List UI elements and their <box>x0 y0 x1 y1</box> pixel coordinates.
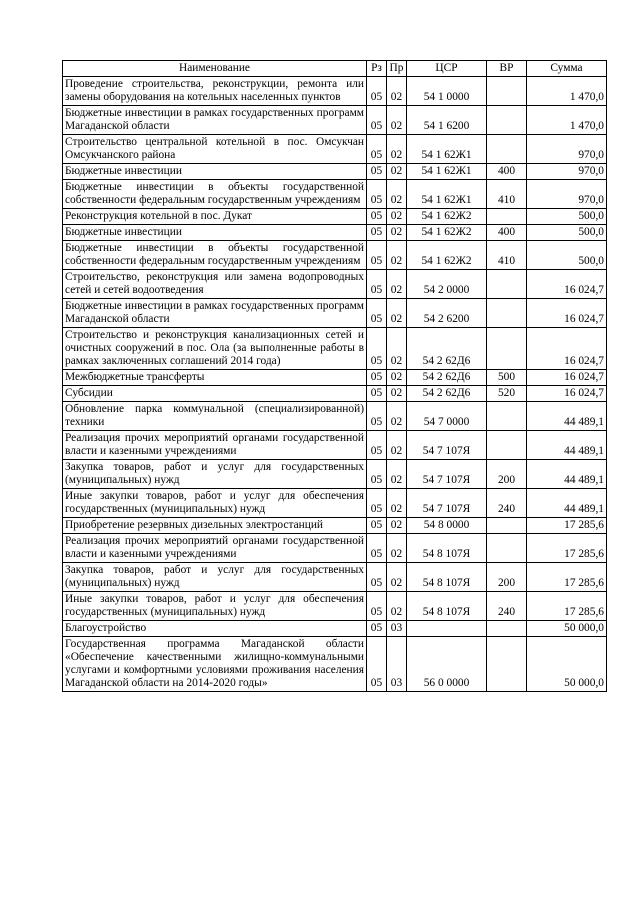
row-rz: 05 <box>367 386 387 402</box>
row-name: Проведение строительства, реконструкции, ремонта или замены оборудования на котельных населенных пунктов <box>63 77 367 106</box>
row-csr: 54 1 62Ж2 <box>407 241 487 270</box>
row-name: Бюджетные инвестиции <box>63 164 367 180</box>
row-name: Реконструкция котельной в пос. Дукат <box>63 209 367 225</box>
row-csr: 54 1 62Ж2 <box>407 225 487 241</box>
table-row <box>63 135 607 164</box>
row-rz: 05 <box>367 592 387 621</box>
row-pr: 02 <box>387 180 407 209</box>
row-name: Реализация прочих мероприятий органами государственной власти и казенными учреждениями <box>63 431 367 460</box>
row-name: Строительство, реконструкция или замена водопроводных сетей и сетей водоотведения <box>63 270 367 299</box>
row-rz: 05 <box>367 637 387 692</box>
row-pr: 02 <box>387 386 407 402</box>
row-csr: 54 2 62Д6 <box>407 328 487 370</box>
row-pr: 02 <box>387 106 407 135</box>
table-row <box>63 563 607 592</box>
row-name: Приобретение резервных дизельных электростанций <box>63 518 367 534</box>
row-sum: 500,0 <box>527 225 607 241</box>
row-rz: 05 <box>367 460 387 489</box>
row-pr: 03 <box>387 637 407 692</box>
row-name: Реализация прочих мероприятий органами государственной власти и казенными учреждениями <box>63 534 367 563</box>
row-pr: 02 <box>387 489 407 518</box>
row-vr <box>487 135 527 164</box>
table-row <box>63 370 607 386</box>
row-pr: 02 <box>387 592 407 621</box>
row-pr: 02 <box>387 77 407 106</box>
table-row <box>63 164 607 180</box>
table-row <box>63 489 607 518</box>
row-name: Закупка товаров, работ и услуг для государственных (муниципальных) нужд <box>63 563 367 592</box>
row-csr: 54 1 62Ж1 <box>407 135 487 164</box>
row-csr: 54 8 0000 <box>407 518 487 534</box>
row-pr: 02 <box>387 431 407 460</box>
table-row <box>63 225 607 241</box>
row-rz: 05 <box>367 106 387 135</box>
row-csr: 54 2 62Д6 <box>407 386 487 402</box>
header-rz: Рз <box>367 61 387 77</box>
row-csr: 54 1 62Ж2 <box>407 209 487 225</box>
row-pr: 02 <box>387 209 407 225</box>
row-vr <box>487 328 527 370</box>
row-vr: 400 <box>487 225 527 241</box>
row-vr <box>487 534 527 563</box>
row-pr: 02 <box>387 460 407 489</box>
table-header-row <box>63 61 607 77</box>
row-sum: 970,0 <box>527 164 607 180</box>
row-name: Иные закупки товаров, работ и услуг для обеспечения государственных (муниципальных) нужд <box>63 489 367 518</box>
row-sum: 16 024,7 <box>527 370 607 386</box>
row-pr: 02 <box>387 299 407 328</box>
row-sum: 970,0 <box>527 135 607 164</box>
row-vr: 520 <box>487 386 527 402</box>
header-csr: ЦСР <box>407 61 487 77</box>
table-row <box>63 241 607 270</box>
row-vr <box>487 77 527 106</box>
row-pr: 02 <box>387 328 407 370</box>
row-pr: 02 <box>387 164 407 180</box>
row-pr: 02 <box>387 370 407 386</box>
table-row <box>63 518 607 534</box>
row-csr: 54 2 62Д6 <box>407 370 487 386</box>
row-rz: 05 <box>367 164 387 180</box>
row-vr: 240 <box>487 592 527 621</box>
table-row <box>63 328 607 370</box>
row-pr: 02 <box>387 563 407 592</box>
table-row <box>63 209 607 225</box>
row-csr: 54 7 107Я <box>407 460 487 489</box>
row-vr: 500 <box>487 370 527 386</box>
row-name: Строительство и реконструкция канализационных сетей и очистных сооружений в пос. Ола (за выполненные работы в рамках заключенных соглашений 2014 года) <box>63 328 367 370</box>
row-sum: 16 024,7 <box>527 386 607 402</box>
header-sum: Сумма <box>527 61 607 77</box>
row-name: Бюджетные инвестиции <box>63 225 367 241</box>
row-rz: 05 <box>367 270 387 299</box>
row-vr <box>487 621 527 637</box>
row-sum: 17 285,6 <box>527 592 607 621</box>
table-row <box>63 431 607 460</box>
row-csr: 54 2 0000 <box>407 270 487 299</box>
row-rz: 05 <box>367 563 387 592</box>
table-row <box>63 637 607 692</box>
row-vr: 200 <box>487 563 527 592</box>
row-vr <box>487 518 527 534</box>
row-name: Строительство центральной котельной в пос. Омсукчан Омсукчанского района <box>63 135 367 164</box>
row-rz: 05 <box>367 534 387 563</box>
row-pr: 02 <box>387 518 407 534</box>
row-pr: 02 <box>387 402 407 431</box>
row-sum: 16 024,7 <box>527 299 607 328</box>
row-vr <box>487 637 527 692</box>
row-csr <box>407 621 487 637</box>
row-csr: 54 8 107Я <box>407 592 487 621</box>
row-rz: 05 <box>367 225 387 241</box>
row-rz: 05 <box>367 77 387 106</box>
row-sum: 17 285,6 <box>527 563 607 592</box>
row-vr <box>487 299 527 328</box>
table-row <box>63 460 607 489</box>
row-rz: 05 <box>367 328 387 370</box>
row-name: Иные закупки товаров, работ и услуг для обеспечения государственных (муниципальных) нужд <box>63 592 367 621</box>
row-rz: 05 <box>367 518 387 534</box>
row-rz: 05 <box>367 299 387 328</box>
row-name: Благоустройство <box>63 621 367 637</box>
row-sum: 50 000,0 <box>527 637 607 692</box>
row-csr: 56 0 0000 <box>407 637 487 692</box>
row-csr: 54 7 107Я <box>407 489 487 518</box>
row-sum: 50 000,0 <box>527 621 607 637</box>
row-pr: 03 <box>387 621 407 637</box>
row-vr: 400 <box>487 164 527 180</box>
row-sum: 1 470,0 <box>527 106 607 135</box>
row-vr: 200 <box>487 460 527 489</box>
row-rz: 05 <box>367 402 387 431</box>
table-row <box>63 270 607 299</box>
row-name: Государственная программа Магаданской области «Обеспечение качественными жилищно-коммунальными услугами и комфортными условиями проживания населения Магаданской области на 2014-2020 годы» <box>63 637 367 692</box>
row-rz: 05 <box>367 180 387 209</box>
row-vr: 410 <box>487 241 527 270</box>
row-vr: 240 <box>487 489 527 518</box>
row-sum: 44 489,1 <box>527 489 607 518</box>
row-rz: 05 <box>367 241 387 270</box>
header-vr: ВР <box>487 61 527 77</box>
row-name: Бюджетные инвестиции в рамках государственных программ Магаданской области <box>63 106 367 135</box>
row-sum: 500,0 <box>527 241 607 270</box>
row-csr: 54 8 107Я <box>407 534 487 563</box>
row-sum: 44 489,1 <box>527 460 607 489</box>
row-rz: 05 <box>367 370 387 386</box>
row-csr: 54 8 107Я <box>407 563 487 592</box>
table-row <box>63 180 607 209</box>
row-name: Бюджетные инвестиции в объекты государственной собственности федеральным государственным учреждениям <box>63 241 367 270</box>
row-sum: 17 285,6 <box>527 518 607 534</box>
table-row <box>63 77 607 106</box>
row-vr <box>487 431 527 460</box>
row-csr: 54 1 62Ж1 <box>407 180 487 209</box>
row-csr: 54 1 6200 <box>407 106 487 135</box>
row-name: Обновление парка коммунальной (специализированной) техники <box>63 402 367 431</box>
table-row <box>63 386 607 402</box>
row-vr <box>487 106 527 135</box>
header-pr: Пр <box>387 61 407 77</box>
row-sum: 44 489,1 <box>527 402 607 431</box>
row-name: Закупка товаров, работ и услуг для государственных (муниципальных) нужд <box>63 460 367 489</box>
row-pr: 02 <box>387 534 407 563</box>
row-vr <box>487 402 527 431</box>
row-pr: 02 <box>387 241 407 270</box>
row-vr <box>487 209 527 225</box>
budget-table <box>62 60 607 692</box>
row-sum: 16 024,7 <box>527 270 607 299</box>
table-row <box>63 106 607 135</box>
row-pr: 02 <box>387 135 407 164</box>
row-vr: 410 <box>487 180 527 209</box>
table-row <box>63 621 607 637</box>
row-rz: 05 <box>367 489 387 518</box>
row-rz: 05 <box>367 209 387 225</box>
header-name: Наименование <box>63 61 367 77</box>
row-sum: 44 489,1 <box>527 431 607 460</box>
table-row <box>63 592 607 621</box>
row-csr: 54 1 62Ж1 <box>407 164 487 180</box>
row-rz: 05 <box>367 431 387 460</box>
row-pr: 02 <box>387 270 407 299</box>
row-name: Субсидии <box>63 386 367 402</box>
table-row <box>63 534 607 563</box>
row-name: Бюджетные инвестиции в объекты государственной собственности федеральным государственным учреждениям <box>63 180 367 209</box>
row-sum: 500,0 <box>527 209 607 225</box>
row-sum: 1 470,0 <box>527 77 607 106</box>
row-sum: 17 285,6 <box>527 534 607 563</box>
row-rz: 05 <box>367 135 387 164</box>
row-sum: 16 024,7 <box>527 328 607 370</box>
row-csr: 54 1 0000 <box>407 77 487 106</box>
row-vr <box>487 270 527 299</box>
row-csr: 54 7 107Я <box>407 431 487 460</box>
row-name: Межбюджетные трансферты <box>63 370 367 386</box>
row-csr: 54 2 6200 <box>407 299 487 328</box>
row-pr: 02 <box>387 225 407 241</box>
row-rz: 05 <box>367 621 387 637</box>
table-row <box>63 402 607 431</box>
row-csr: 54 7 0000 <box>407 402 487 431</box>
row-sum: 970,0 <box>527 180 607 209</box>
row-name: Бюджетные инвестиции в рамках государственных программ Магаданской области <box>63 299 367 328</box>
table-row <box>63 299 607 328</box>
